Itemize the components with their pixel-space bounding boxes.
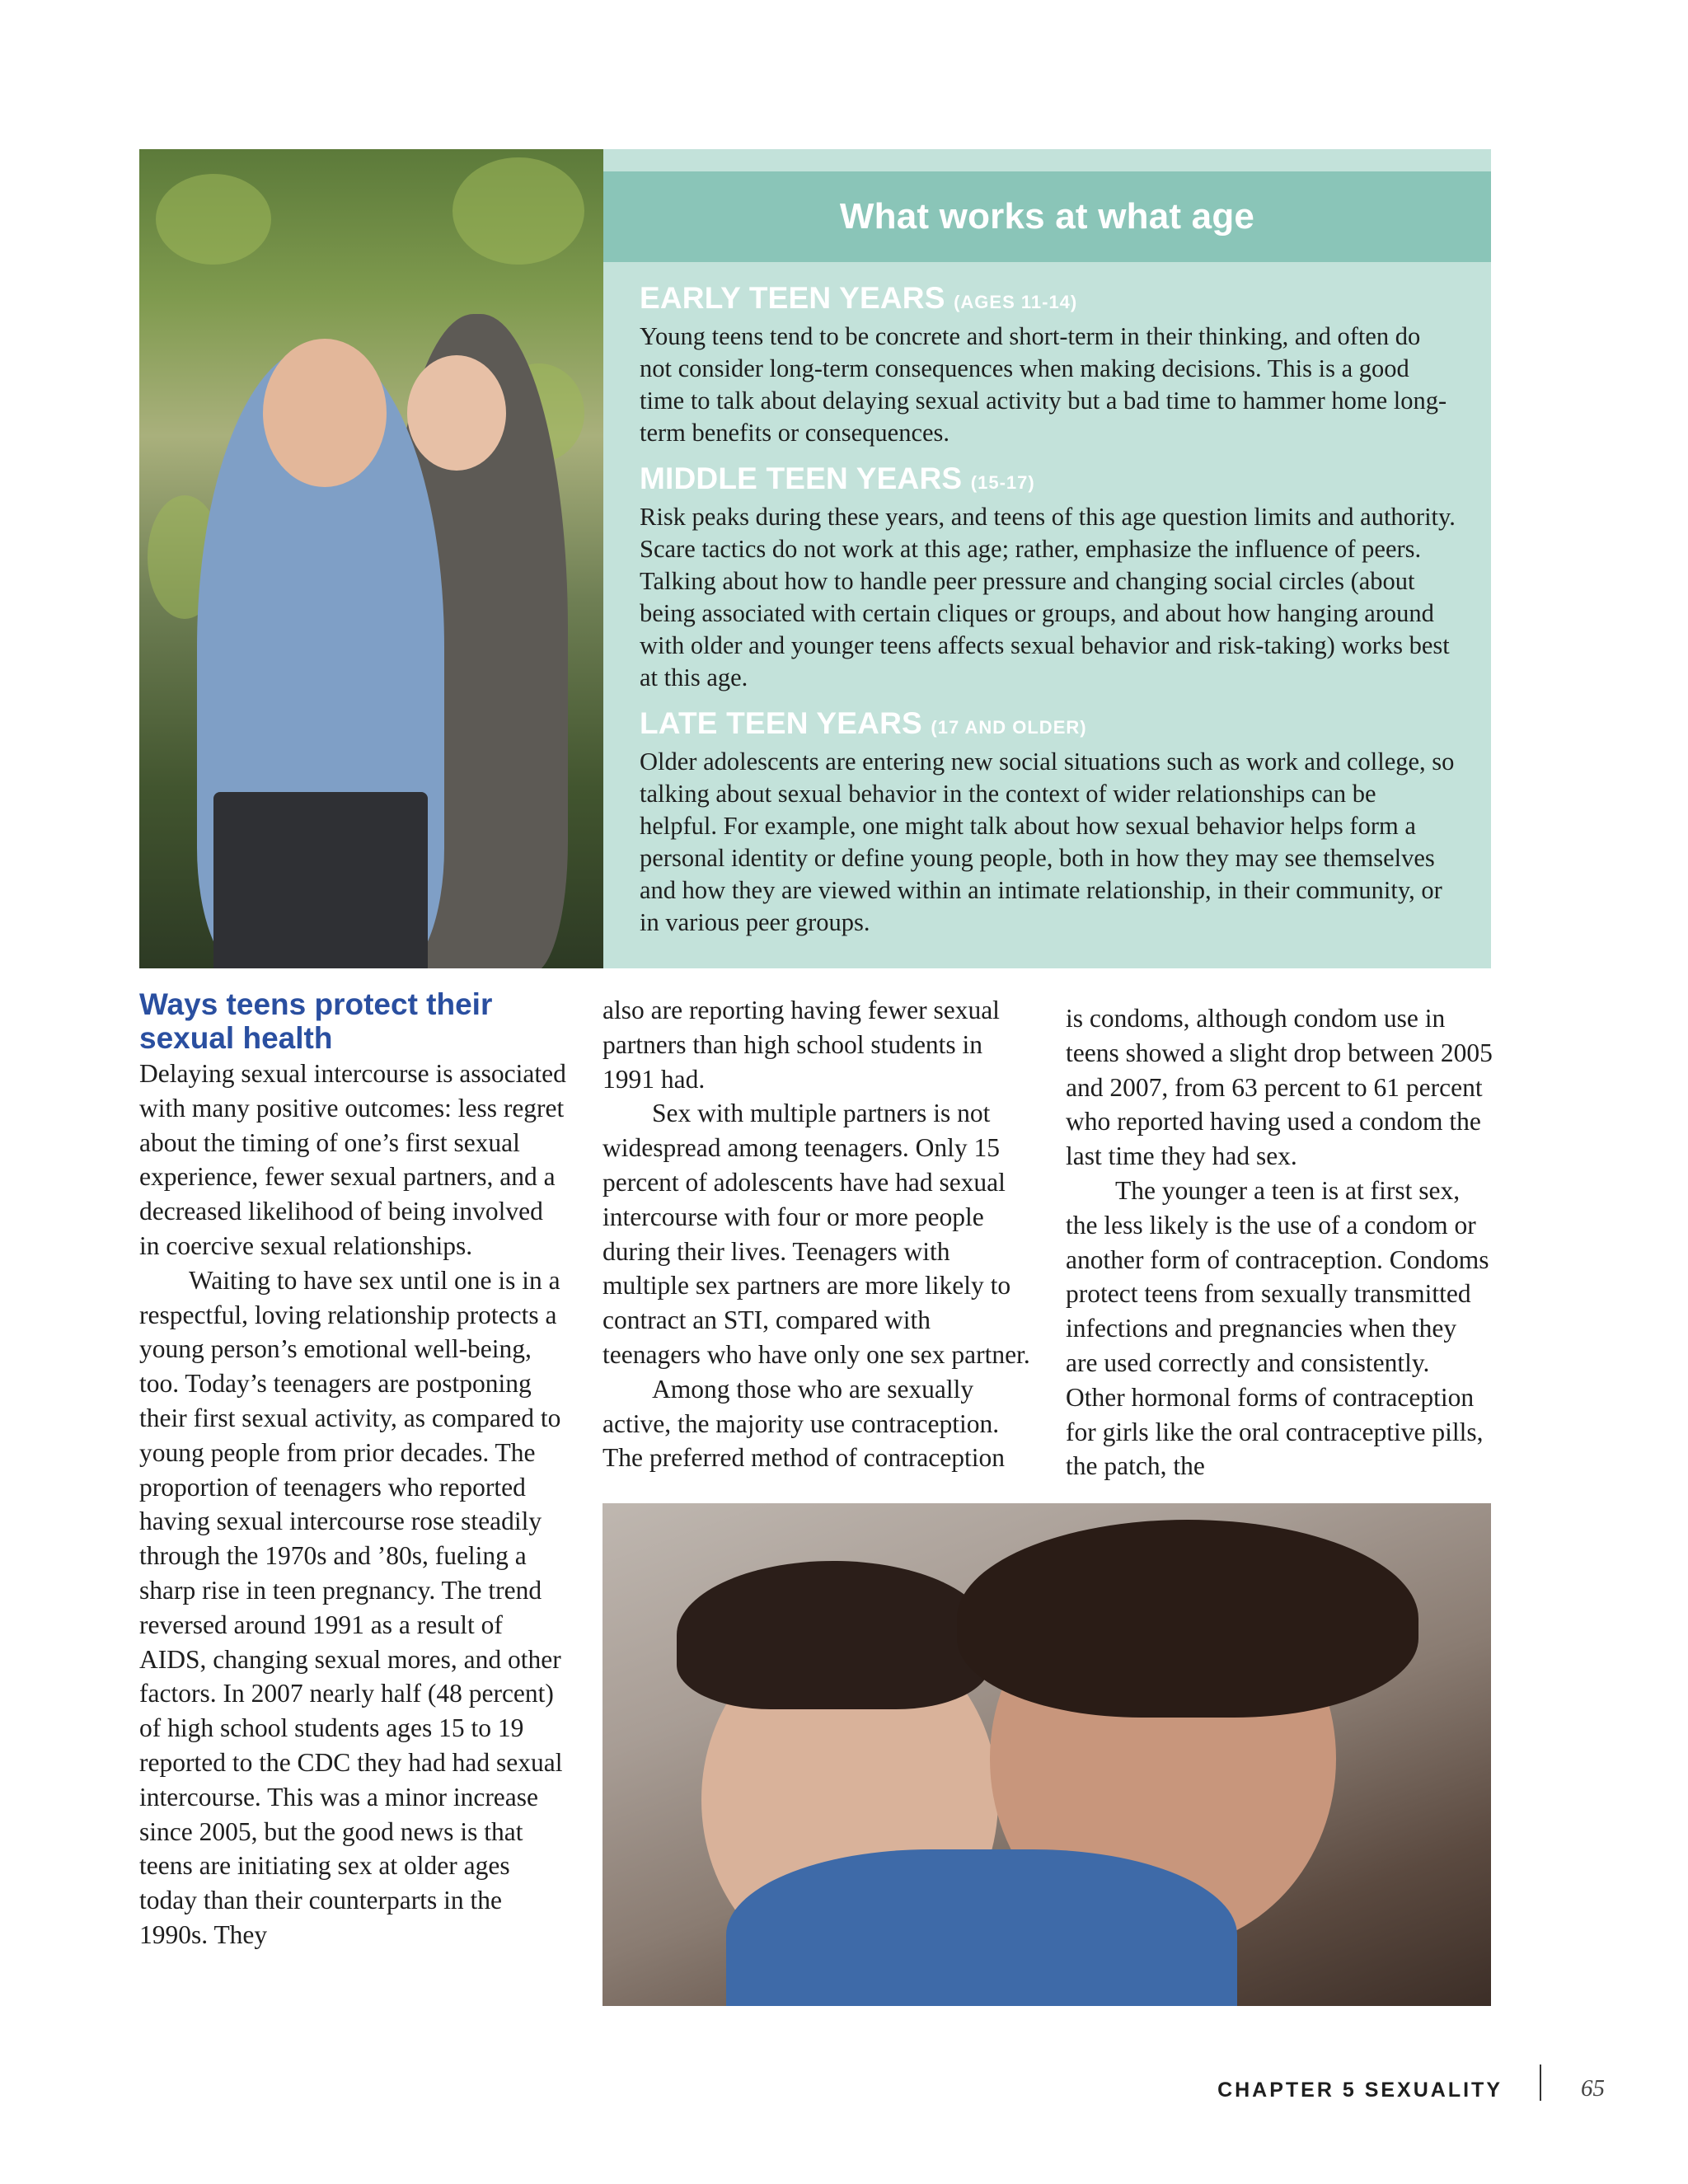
middle-teen-heading	[640, 462, 1458, 499]
middle-teen-body: Risk peaks during these years, and teens of this age question limits and authority. Scare tactics do not work at this age; rather, emphasize the influence of peers. Talking about how to handle peer pressure and changing social circles (about being associated with certain cliques or groups, and about how hanging around with older and younger teens affects sexual behavior and risk-taking) works best at this age.	[640, 503, 1456, 691]
age-guidance-sidebar	[603, 149, 1491, 968]
early-teen-body: Young teens tend to be concrete and short-term in their thinking, and often do not consider long-term consequences when making decisions. This is a good time to talk about delaying sexual activity but a bad time to hammer home long-term benefits or consequences.	[640, 322, 1447, 447]
article-paragraph: The younger a teen is at first sex, the less likely is the use of a condom or another form of contraception. Condoms protect teens from sexually transmitted infections and pregnancies when they are used correctly and consistently. Other hormonal forms of contraception for girls like the oral contraceptive pills, the patch, the	[1066, 1175, 1489, 1481]
late-teen-ages: (17 AND OLDER)	[931, 717, 1087, 738]
article-column-1	[139, 987, 568, 1952]
photo-couple-resting	[603, 1503, 1491, 2006]
late-teen-body: Older adolescents are entering new social situations such as work and college, so talking about sexual behavior in the context of wider relationships can be helpful. For example, one might talk about how sexual behavior helps form a personal identity or define young people, both in how they may see themselves and how they are viewed within an intimate relationship, in their community, or in various peer groups.	[640, 748, 1455, 936]
article-paragraph: is condoms, although condom use in teens showed a slight drop between 2005 and 2007, from 63 percent to 61 percent who reported having used a condom the last time they had sex.	[1066, 1004, 1493, 1171]
sidebar-title-band	[603, 171, 1491, 262]
late-teen-heading	[640, 707, 1458, 744]
sidebar-top-band	[603, 149, 1491, 171]
article-paragraph: Delaying sexual intercourse is associated with many positive outcomes: less regret about the timing of one’s first sexual experience, fewer sexual partners, and a decreased likelihood of being involved in coercive sexual relationships.	[139, 1059, 566, 1260]
photo-teen-couple	[139, 149, 603, 968]
early-teen-heading-text: EARLY TEEN YEARS	[640, 281, 945, 315]
article-paragraph: Sex with multiple partners is not widespread among teenagers. Only 15 percent of adolescents have had sexual intercourse with four or more people during their lives. Teenagers with multiple sex partners are more likely to contract an STI, compared with teenagers who have only one sex partner.	[603, 1099, 1030, 1369]
article-paragraph: Among those who are sexually active, the majority use contraception. The preferred method of contraception	[603, 1374, 1006, 1473]
photo-shirt	[726, 1849, 1237, 2006]
early-teen-ages: (AGES 11-14)	[954, 292, 1078, 312]
article-paragraph: Waiting to have sex until one is in a respectful, loving relationship protects a young person’s emotional well-being, too. Today’s teenagers are postponing their first sexual activity, as compared to young people from prior decades. The proportion of teenagers who reported having sexual intercourse rose steadily through the 1970s and ’80s, fueling a sharp rise in teen pregnancy. The trend reversed around 1991 as a result of AIDS, changing sexual mores, and other factors. In 2007 nearly half (48 percent) of high school students ages 15 to 19 reported to the CDC they had had sexual intercourse. This was a minor increase since 2005, but the good news is that teens are initiating sex at older ages today than their counterparts in the 1990s. They	[139, 1265, 563, 1949]
page-number: 65	[1581, 2075, 1605, 2102]
sidebar-content	[603, 262, 1491, 939]
article-paragraph: also are reporting having fewer sexual partners than high school students in 1991 had.	[603, 996, 1000, 1094]
middle-teen-heading-text: MIDDLE TEEN YEARS	[640, 462, 963, 495]
sidebar-title: What works at what age	[839, 196, 1255, 237]
footer-divider	[1540, 2064, 1541, 2101]
late-teen-heading-text: LATE TEEN YEARS	[640, 706, 922, 740]
article-column-2	[603, 993, 1031, 1475]
middle-teen-ages: (15-17)	[970, 472, 1035, 493]
chapter-label: CHAPTER 5 SEXUALITY	[1217, 2079, 1503, 2102]
article-heading: Ways teens protect their sexual health	[139, 987, 493, 1055]
early-teen-heading	[640, 282, 1458, 319]
article-column-3	[1066, 1001, 1494, 1483]
